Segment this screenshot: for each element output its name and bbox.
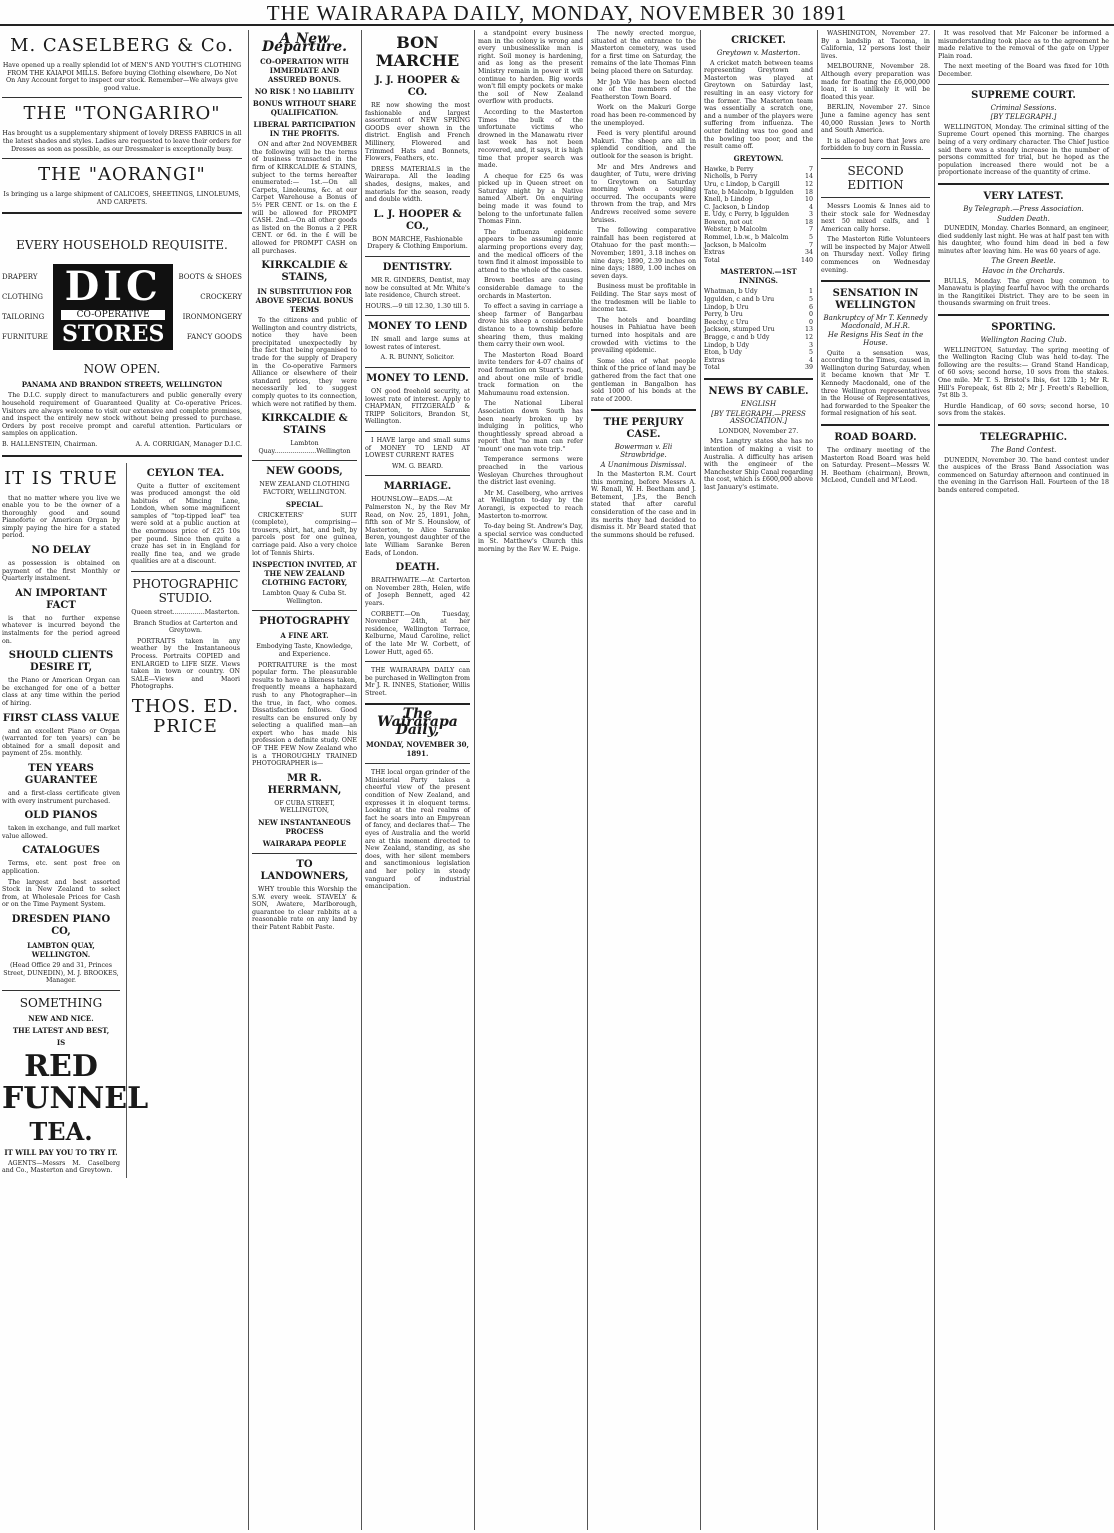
c5-p4: Feed is very plentiful around Makuri. The sheep are all in splendid condition, and the outlook for the season is bright. xyxy=(591,130,696,160)
aorangi-body: Is bringing us a large shipment of CALICOES, SHEETINGS, LINOLEUMS, AND CARPETS. xyxy=(3,191,241,206)
herrmann: MR R. HERRMANN, xyxy=(267,772,342,796)
english: ENGLISH xyxy=(740,399,777,408)
it-is-true: IT IS TRUE xyxy=(4,467,118,489)
runs: 140 xyxy=(800,256,813,264)
photographic-studio: PHOTOGRAPHIC STUDIO. xyxy=(132,577,239,606)
bon-marche: BON MARCHE xyxy=(375,33,460,70)
death: DEATH. xyxy=(395,562,440,574)
press: By Telegraph.—Press Association. xyxy=(963,204,1084,213)
criminal-sessions: Criminal Sessions. xyxy=(990,103,1057,112)
telegraphic: TELEGRAPHIC. xyxy=(979,431,1068,443)
dic-address: PANAMA AND BRANDON STREETS, WELLINGTON xyxy=(21,380,223,390)
instant-process: NEW INSTANTANEOUS PROCESS xyxy=(258,818,351,837)
death-body: BRAITHWAITE.—At Carterton on November 28th, Helen, wife of Joseph Bennett, aged 42 years. xyxy=(365,577,470,607)
supreme-body: WELLINGTON, Monday. The criminal sitting of the Supreme Court opened this morning. The charges being of a very ordinary character. The Chief Justice said there was a steady increase in the number of persons committed for trial, but he hoped as the population increased there would not be a proportionate increase of the quantity of crime. xyxy=(938,123,1109,177)
runs: 5 xyxy=(808,349,813,357)
by-telegraph: [BY TELEGRAPH.] xyxy=(990,113,1057,122)
runs: 0 xyxy=(808,311,813,319)
latest-best: THE LATEST AND BEST, xyxy=(12,1025,110,1035)
important-body: is that no further expense whatever is incurred beyond the instalments for the period agreed on. xyxy=(2,614,120,645)
masterton-scores xyxy=(704,288,813,372)
bowerman: Bowerman v. Eli Strawbridge. xyxy=(614,443,673,459)
score-row xyxy=(704,288,813,296)
racing-body: WELLINGTON, Saturday. The spring meeting of the Wellington Racing Club was held to-day. The following are the results:— Grand Stand Handicap, of 60 sovs; second horse, 10 sovs from the stakes. One mile. Mr T. S. Bristol's Ibis, 6st 12lb 1; Mr R. Hill's Forepeak, 6st 8lb 2; Mr J. Freeth's Rebellion, 7st 8lb 3. xyxy=(938,346,1109,400)
news-by-cable: NEWS BY CABLE. xyxy=(708,385,809,397)
c5-p5: Mr and Mrs Andrews and daughter, of Tutu, were driving to Greytown on Saturday morning when a coupling occurred. The occupants were thrown from the trap, and Mrs Andrews received some severe bruises. xyxy=(591,163,696,224)
c4-p9: Temperance sermons were preached in the various Wesleyan Churches throughout the district last evening. xyxy=(478,456,583,487)
agents: AGENTS—Messrs M. Caselberg and Co., Masterton and Greytown. xyxy=(2,1159,120,1175)
beard: WM. G. BEARD. xyxy=(391,462,444,470)
sudden-body: DUNEDIN, Monday. Charles Bonnard, an engineer, died suddenly last night. He was at half past ten with his daughter, who found him dead in bed a few minutes after leaving him. He was 60 years of age. xyxy=(938,225,1109,255)
bunny: A. R. BUNNY, Solicitor. xyxy=(380,354,455,362)
something: SOMETHING xyxy=(19,995,103,1010)
no-risk: NO RISK ! NO LIABILITY xyxy=(254,87,355,97)
cable-body: Mrs Langtry states she has no intention of making a visit to Australia. A difficulty has arisen with the engineer of the Manchester Ship Canal regarding the cost, which is £600,000 above last January's estimate. xyxy=(704,438,813,491)
dresden-piano: DRESDEN PIANO CO, xyxy=(11,913,111,937)
batsman: Tate, b Malcolm, b Iggulden xyxy=(704,188,794,196)
nz-clothing: NEW ZEALAND CLOTHING FACTORY, WELLINGTON. xyxy=(259,481,350,496)
batsman: Total xyxy=(704,256,720,264)
c7-p5: Messrs Loomis & Innes aid to their stock sale for Wednesday next 50 mixed calfs, and 1 American cally horse. xyxy=(821,202,930,233)
thos-price: THOS. ED. PRICE xyxy=(131,695,240,737)
to-landowners: TO LANDOWNERS, xyxy=(260,859,349,883)
first-class-body: and an excellent Piano or Organ (warranted for ten years) can be obtained for a small deposit and payment of 25s. monthly. xyxy=(2,727,120,758)
daily-note: THE WAIRARAPA DAILY can be purchased in Wellington from Mr J. R. INNES, Stationer, Willis Street. xyxy=(365,667,470,697)
c4-p7: The Masterton Road Board invite tenders for 4-07 chains of road formation on Stuart's road, and about one mile of bridle track formation on the Mahumaunu road extension. xyxy=(478,351,583,397)
portraits: PORTRAITS taken in any weather by the Instantaneous Process. Portraits COPIED and ENLARGED to LIFE SIZE. Views taken in town or country. ON SALE—Views and Maori Photographs. xyxy=(131,637,240,691)
leader: THE local organ grinder of the Ministerial Party takes a cheerful view of the present condition of New Zealand, and expresses it in eloquent terms. Looking at the real realms of fact he soars into an Empyrean of fancy, and declares that— The eyes of Australia and the world are at this moment directed to New Zealand, standing, as she does, with her silent members and sanctimonious legislation and her policy in steady vanguard of industrial emancipation. xyxy=(365,769,470,891)
column-2 xyxy=(248,30,360,1530)
batsman: Jackson, stumped Uru xyxy=(704,326,775,334)
photo-body: PORTRAITURE is the most popular form. The pleasurable results to have a likeness taken, frequently means a haphazard rush to any Photographer—in the true, in fact, who comes. Dissatisfaction follows. Good results can be ensured only by selecting a qualified man—an expert who has made his profession a definite study. ONE OF THE FEW Now Zealand who is a THOROUGHLY TRAINED PHOTOGRAPHER is— xyxy=(252,661,357,768)
cricket-sub: Greytown v. Masterton. xyxy=(716,49,801,57)
score-row xyxy=(704,342,813,350)
runs: 7 xyxy=(808,241,813,249)
batsman: Total xyxy=(704,364,720,372)
column-advertisements-left xyxy=(2,30,246,1530)
paper-title: The Wairarapa Daily, xyxy=(377,706,458,738)
is-word: IS xyxy=(56,1037,66,1047)
dic-left-list: DRAPERY CLOTHING TAILORING FURNITURE xyxy=(2,273,48,342)
runs: 1 xyxy=(808,288,813,296)
kirkcaldie-stains: KIRKCALDIE & STAINS, xyxy=(261,260,348,284)
score-row xyxy=(704,211,813,219)
c7-p1: WASHINGTON, November 27. By a landslip at Tacoma, in California, 12 persons lost their lives. xyxy=(821,30,930,60)
money-body: IN small and large sums at lowest rates of interest. xyxy=(365,336,470,351)
c5-p3: Work on the Makuri Gorge road has been re-commenced by the unemployed. xyxy=(591,104,696,127)
runs: 5 xyxy=(808,296,813,304)
c5-p8: The hotels and boarding houses in Pahiatua have been turned into hospitals and are crowded with victims to the prevailing epidemic. xyxy=(591,316,696,355)
runs: 12 xyxy=(804,334,813,341)
band-contest: The Band Contest. xyxy=(990,445,1057,454)
dic-advert xyxy=(2,256,242,358)
photo-branch: Branch Studios at Carterton and Greytown. xyxy=(133,619,238,635)
batsman: Nicholls, b Perry xyxy=(704,173,758,181)
special-bonus: IN SUBSTITUTION FOR ABOVE SPECIAL BONUS TERMS xyxy=(255,287,354,315)
now-open: NOW OPEN. xyxy=(83,362,161,377)
score-row xyxy=(704,226,813,234)
c4-p3: A cheque for £25 6s was picked up in Queen street on Saturday night by a Native named Albert. On enquiring being made it was found to belong to the unfortunate fallen Thomas Finn. xyxy=(478,172,583,226)
london: LONDON, November 27. xyxy=(718,427,799,435)
dic-signatures: B. HALLENSTEIN, Chairman. A. A. CORRIGAN, Manager D.I.C. xyxy=(2,440,242,448)
batsman: C. Jackson, b Lindop xyxy=(704,203,770,211)
should-clients: SHOULD CLIENTS DESIRE IT, xyxy=(8,650,114,674)
new-nice: NEW AND NICE. xyxy=(28,1013,94,1023)
ten-years-body: and a first-class certificate given with every instrument purchased. xyxy=(2,789,120,805)
masthead: THE WAIRARAPA DAILY, MONDAY, NOVEMBER 30 1891 xyxy=(0,0,1114,26)
old-pianos-body: taken in exchange, and full market value allowed. xyxy=(2,825,120,840)
paper-date: MONDAY, NOVEMBER 30, 1891. xyxy=(366,740,469,759)
runs: 18 xyxy=(804,188,813,196)
dismissed: A Unanimous Dismissal. xyxy=(600,460,687,469)
cricket: CRICKET. xyxy=(731,35,786,46)
c4-p4: The influenza epidemic appears to be assuming more alarming proportions every day, and the medical officers of the town find it almost impossible to attend to the whole of the cases. xyxy=(478,228,583,274)
marriage: MARRIAGE. xyxy=(383,481,452,493)
c5-p2: Mr Job Vile has been elected one of the members of the Featherston Town Board. xyxy=(591,78,696,101)
batsman: Bragge, c and b Udy xyxy=(704,334,770,341)
perjury-case: THE PERJURY CASE. xyxy=(603,417,684,441)
hooper-sig2: BON MARCHE, Fashionable Drapery & Clothing Emporium. xyxy=(367,235,468,251)
dresden-head-office: (Head Office 29 and 31, Princes Street, DUNEDIN), M. J. BROOKES, Manager. xyxy=(3,961,119,985)
runs: 13 xyxy=(804,326,813,334)
runs: 6 xyxy=(808,303,813,311)
score-row xyxy=(704,364,813,372)
runs: 7 xyxy=(808,226,813,234)
caselberg-title: M. CASELBERG & Co. xyxy=(10,35,234,56)
first-class: FIRST CLASS VALUE xyxy=(2,712,120,724)
runs: 0 xyxy=(808,318,813,326)
requisite-heading: EVERY HOUSEHOLD REQUISITE. xyxy=(16,238,228,253)
c7-p2: MELBOURNE, November 28. Although every preparation was made for floating the £6,000,000 loan, it is unlikely it will be floated this year. xyxy=(821,63,930,101)
c5-p1: The newly erected morgue, situated at the entrance to the Masterton cemetery, was used for a first time on Saturday, the remains of the late Thomas Finn being placed there on Saturday. xyxy=(591,30,696,75)
new-departure: A New Departure. xyxy=(261,31,348,55)
c7-p4: It is alleged here that Jews are forbidden to buy corn in Russia. xyxy=(821,137,930,153)
score-row xyxy=(704,181,813,189)
largest-stock: The largest and best assorted Stock in New Zealand to select from, at Wholesale Prices for Cash or on the Time Payment System. xyxy=(2,878,120,909)
dic-right-list: BOOTS & SHOES CROCKERY IRONMONGERY FANCY GOODS xyxy=(178,273,242,342)
true-body: that no matter where you live we enable you to be the owner of a thoroughly good and sound Pianoforte or American Organ by simply paying the hire for a stated period. xyxy=(2,494,120,540)
caselberg-body: Have opened up a really splendid lot of MEN'S AND YOUTH'S CLOTHING FROM THE KAIAPOI MILLS. Before buying Clothing elsewhere, Do Not On Any Account forget to inspect our stock. Remember—We always give good value. xyxy=(2,62,242,92)
batsman: E. Udy, c Perry, b Iggulden xyxy=(704,211,790,219)
cricketers-suit: CRICKETERS' SUIT (complete), comprising—trousers, shirt, hat, and belt, by parcels post for one guinea, carriage paid. Also a very choice lot of Tennis Shirts. xyxy=(252,511,357,557)
c7-p6: The Masterton Rifle Volunteers will be inspected by Major Atwell on Thursday next. Volley firing commences on Wednesday evening. xyxy=(821,236,930,274)
havoc-body: BULLS, Monday. The green bug common to Manawatu is playing fearful havoc with the orchards in the Rangitikei District. They are to be seen in thousands swarming on fruit trees. xyxy=(938,277,1109,308)
money-body-2: ON good freehold security, at lowest rate of interest. Apply to CHAPMAN, FITZGERALD & TRIPP Solicitors, Brandon St, Wellington. xyxy=(365,388,470,426)
c4-p10: Mr M. Caselberg, who arrives at Wellington to-day by the Aorangi, is expected to reach Masterton to-morrow. xyxy=(478,489,583,520)
runs: 39 xyxy=(804,364,813,372)
score-row xyxy=(704,257,813,265)
telegraph: [BY TELEGRAPH.—PRESS ASSOCIATION.] xyxy=(711,409,806,426)
havoc: Havoc in the Orchards. xyxy=(982,267,1065,276)
column-7 xyxy=(817,30,933,1530)
no-delay: NO DELAY xyxy=(31,545,91,557)
batsman: Eton, b Udy xyxy=(704,349,742,357)
c7-p3: BERLIN, November 27. Since June a famine agency has sent 40,000 Russian Jews to North and South America. xyxy=(821,104,930,135)
c5-p7: Business must be profitable in Feilding. The Star says most of the tradesmen will be liable to income tax. xyxy=(591,283,696,314)
c8-p2: The next meeting of the Board was fixed for 10th December. xyxy=(938,63,1109,78)
hooper-sig: L. J. HOOPER & CO., xyxy=(373,208,462,232)
dress-materials: DRESS MATERIALS in the Wairarapa. All the leading shades, designs, makes, and materials for the season, ready and double width. xyxy=(365,165,470,204)
tea: TEA. xyxy=(29,1116,93,1146)
batsman: Jackson, b Malcolm xyxy=(704,241,767,249)
wairarapa-people: WAIRARAPA PEOPLE xyxy=(262,839,347,849)
cricket-body: A cricket match between teams representing Greytown and Masterton was played at Greytown on Saturday last, resulting in an easy victory for the former. The Masterton team was essentially a scratch one, and a number of the players were suffering from influenza. The outer fielding was too good and the bowling too poor, and the result came off. xyxy=(704,59,813,151)
red-funnel: RED FUNNEL xyxy=(2,1048,149,1116)
masterton-head: MASTERTON.—1ST INNINGS. xyxy=(720,267,797,286)
supreme-court: SUPREME COURT. xyxy=(971,89,1076,101)
hours: HOURS.—9 till 12.30, 1.30 till 5. xyxy=(365,302,470,310)
batsman: Uru, c Lindop, b Cargill xyxy=(704,180,780,188)
herrmann-address: OF CUBA STREET, WELLINGTON, xyxy=(274,799,335,815)
catalogues: CATALOGUES xyxy=(22,845,100,857)
sudden-death: Sudden Death. xyxy=(997,214,1050,223)
score-row xyxy=(704,196,813,204)
runs: 18 xyxy=(804,218,813,226)
money-to-lend: MONEY TO LEND xyxy=(367,321,468,333)
bonus-without: BONUS WITHOUT SHARE QUALIFICATION. xyxy=(252,99,357,118)
score-row xyxy=(704,173,813,181)
score-row xyxy=(704,319,813,327)
score-row xyxy=(704,349,813,357)
no-delay-body: as possession is obtained on payment of the first Monthly or Quarterly instalment. xyxy=(2,560,120,583)
ceylon-body: Quite a flutter of excitement was produced amongst the old habitués of Mincing Lane, London, when some magnificent samples of "top-tipped leaf" tea were sold at a public auction at the enormous price of £25 10s per pound. Since then quite a craze has set in in England for really fine tea, and we grade qualities are at a discount. xyxy=(131,482,240,566)
fine-art: A FINE ART. xyxy=(280,631,329,641)
batsman: Iggulden, c and b Uru xyxy=(704,296,775,304)
photo-sub: Embodying Taste, Knowledge, and Experience. xyxy=(256,643,353,658)
batsman: Extras xyxy=(704,249,725,257)
kirkcaldie-stains-2: KIRKCALDIE & STAINS xyxy=(261,413,348,437)
runs: 34 xyxy=(804,249,813,257)
important-fact: AN IMPORTANT FACT xyxy=(15,587,107,611)
money-to-lend-3: I HAVE large and small sums of MONEY TO LEND AT LOWEST CURRENT RATES xyxy=(365,437,470,460)
column-4 xyxy=(474,30,586,1530)
score-row xyxy=(704,249,813,257)
column-8 xyxy=(934,30,1112,1530)
runs: 7 xyxy=(808,165,813,173)
dentist-body: MR R. GINDERS, Dentist, may now be consulted at Mr. White's late residence, Church street. xyxy=(365,276,470,300)
landowners-body: WHY trouble this Worship the S.W. every week. STAVELY & SON, Awatere, Marlborough, guarantee to clear rabbits at a reasonable rate on any land by their Patent Rabbit Paste. xyxy=(252,886,357,931)
score-row xyxy=(704,326,813,334)
nzcf-address: Lambton Quay & Cuba St. Wellington. xyxy=(262,590,347,605)
runs: 12 xyxy=(804,180,813,188)
resigns: He Resigns His Seat in the House. xyxy=(827,331,924,348)
score-row xyxy=(704,357,813,365)
batsman: Rommel, l.b.w., b Malcolm xyxy=(704,234,789,242)
c5-p9: Some idea of what people think of the price of land may be gathered from the fact that one gentleman in Bangalbon has sold 1000 of his bonds at the rate of 2000. xyxy=(591,357,696,403)
batsman: Extras xyxy=(704,356,725,364)
score-row xyxy=(704,334,813,342)
score-row xyxy=(704,166,813,174)
batsman: Lindop, b Udy xyxy=(704,341,750,349)
special-body: To the citizens and public of Wellington and country districts, notice they have been precipitated unexpectedly by the fact that being organised to trade for the supply of Drapery in the Co-operative Farmers Alliance or elsewhere of their standard prices, they were necessarily led to suggest comply quotes to its connection, which were not ratified by them. xyxy=(252,317,357,408)
column-3 xyxy=(361,30,473,1530)
photo-location: Queen street................Masterton. xyxy=(131,609,240,617)
dic-body: The D.I.C. supply direct to manufacturers and public generally every household requirement of Guaranteed Quality at Co-operative Prices. Visitors are always welcome to visit our extensive and complete premises, and inspect the entirely new stock without being pressed to purchase. Orders by post receive prompt and careful attention. Particulars or samples on application. xyxy=(2,392,242,438)
very-latest: VERY LATEST. xyxy=(983,190,1064,202)
score-row xyxy=(704,296,813,304)
c8-p1: It was resolved that Mr Falconer be informed a misunderstanding took place as to the agreement he made relative to the removal of the gate on Upper Plain road. xyxy=(938,30,1109,60)
second-edition: SECOND EDITION xyxy=(847,163,904,192)
tongariro-body: Has brought us a supplementary shipment of lovely DRESS FABRICS in all the latest shades and styles. Ladies are requested to leave their orders for Dresses as soon as possible, as our Dressmaker is exceptionally busy. xyxy=(2,130,242,153)
dresden-address: LAMBTON QUAY, WELLINGTON. xyxy=(27,940,95,959)
new-goods: NEW GOODS, xyxy=(266,466,343,478)
runs: 14 xyxy=(804,173,813,181)
departure-sub: CO-OPERATION WITH IMMEDIATE AND ASSURED BONUS. xyxy=(260,57,349,85)
hooper-body: RE now showing the most fashionable and largest assortment of NEW SPRING GOODS ever shown in the district. English and French Millinery, Flowered and Trimmed Hats and Bonnets, Flowers, Feathers, etc. xyxy=(365,102,470,163)
runs: 4 xyxy=(808,203,813,211)
score-row xyxy=(704,304,813,312)
column-6 xyxy=(700,30,816,1530)
runs: 3 xyxy=(808,341,813,349)
dic-logo: DIC CO-OPERATIVE STORES xyxy=(53,264,173,350)
dentistry: DENTISTRY. xyxy=(382,261,453,273)
c4-p5: Brown beetles are causing considerable damage to the orchards in Masterton. xyxy=(478,277,583,300)
road-body: The ordinary meeting of the Masterton Road Board was held on Saturday. Present—Messrs W. H. Beetham (chairman), Brown, McLeod, Cundell and M'Leod. xyxy=(821,446,930,485)
lambton: Lambton Quay.....................Wellington xyxy=(258,440,351,455)
aorangi-title: THE "AORANGI" xyxy=(38,164,206,186)
bankruptcy: Bankruptcy of Mr T. Kennedy Macdonald, M.H.R. xyxy=(823,314,928,330)
catalogues-body: Terms, etc. sent post free on application. xyxy=(2,860,120,875)
c4-p1: a standpoint every business man in the colony is wrong and every unbusinesslike man is right. Soil money is hardening, and as long as the present Ministry remain in power it will continue to harden. Big words won't fill empty pockets or make the soil of New Zealand overflow with products. xyxy=(478,30,583,106)
money-to-lend-2: MONEY TO LEND. xyxy=(366,373,469,385)
batsman: Perry, b Uru xyxy=(704,311,743,319)
hurdle: Hurdle Handicap, of 60 sovs; second horse, 10 sovs from the stakes. xyxy=(938,402,1109,418)
inspection: INSPECTION INVITED, AT THE NEW ZEALAND CLOTHING FACTORY, xyxy=(252,560,357,588)
runs: 5 xyxy=(808,234,813,242)
sporting: SPORTING. xyxy=(991,322,1056,334)
c4-p11: To-day being St. Andrew's Day, a special service was conducted in St. Matthew's Church this morning by the Rev W. E. Paige. xyxy=(478,523,583,553)
c4-p8: The National Liberal Association down South has been nearly broken up by indulging in politics, who thoughtlessly spread abroad a report that "no man can refer 'mount' one man vote trip." xyxy=(478,400,583,453)
score-row xyxy=(704,189,813,197)
old-pianos: OLD PIANOS xyxy=(24,810,98,822)
score-row xyxy=(704,234,813,242)
it-will-pay: IT WILL PAY YOU TO TRY IT. xyxy=(4,1147,118,1157)
liberal: LIBERAL PARTICIPATION IN THE PROFITS. xyxy=(253,120,356,139)
batsman: Webster, b Malcolm xyxy=(704,226,768,234)
greytown-scores xyxy=(704,166,813,265)
sensation-body: Quite a sensation was, according to the Times, caused in Wellington during Saturday, when it became known that Mr T. Kennedy Macdonald, one of the three Wellington representatives in the House of Representatives, had forwarded to the Speaker the formal resignation of his seat. xyxy=(821,349,930,418)
death-body-2: CORBETT.—On Tuesday, November 24th, at her residence, Wellington Terrace, Kelburne, Maud Caroline, relict of the late Mr W. Corbett, of Lower Hutt, aged 65. xyxy=(365,610,470,656)
tongariro-title: THE "TONGARIRO" xyxy=(23,103,221,125)
batsman: Hawke, b Perry xyxy=(704,165,754,173)
should-body: the Piano or American Organ can be exchanged for one of a better class at any time within the period of hiring. xyxy=(2,677,120,707)
sensation: SENSATION IN WELLINGTON xyxy=(832,288,919,312)
special: SPECIAL. xyxy=(285,499,324,509)
c4-p2: According to the Masterton Times the bulk of the unfortunate victims who drowned in the Manawatu river last week has not been recovered, and, it says, it is high time that proper search was made. xyxy=(478,108,583,170)
marriage-body: HOUNSLOW—EADS.—At Palmerston N., by the Rev Mr Read, on Nov. 25, 1891, John, fifth son of Mr S. Hounslow, of Masterton, to Alice Saranke Beren, youngest daughter of the late William Saranke Beren Eads, of London. xyxy=(365,496,470,557)
column-5 xyxy=(587,30,699,1530)
batsman: Knell, b Lindop xyxy=(704,196,753,204)
score-row xyxy=(704,311,813,319)
green-beetle: The Green Beetle. xyxy=(991,257,1056,266)
road-board: ROAD BOARD. xyxy=(834,431,917,443)
batsman: Whatman, b Udy xyxy=(704,288,758,296)
runs: 4 xyxy=(808,356,813,364)
c5-p6: The following comparative rainfall has been registered at Otahuao for the past month:—November, 1891, 3.18 inches on nine days; 1890, 2.39 inches on nine days; 1889, 1.00 inches on seven days. xyxy=(591,227,696,280)
hooper: J. J. HOOPER & CO. xyxy=(375,75,460,98)
runs: 3 xyxy=(808,211,813,219)
batsman: Lindop, b Uru xyxy=(704,303,749,311)
ceylon-tea: CEYLON TEA. xyxy=(146,467,225,479)
batsman: Bowen, not out xyxy=(704,218,753,226)
ten-years: TEN YEARS GUARANTEE xyxy=(24,762,98,786)
score-row xyxy=(704,219,813,227)
batsman: Beechy, c Uru xyxy=(704,318,749,326)
greytown-head: GREYTOWN. xyxy=(733,153,784,163)
runs: 10 xyxy=(804,196,813,204)
perjury-body: In the Masterton R.M. Court this morning, before Messrs A. W. Renall, W. H. Beetham and J. Betement, J.P.s, the Bench stated that after careful consideration of the case and in its merits they had decided to dismiss it. Mr Beard stated that the summons should be refused. xyxy=(591,471,696,539)
departure-body: ON and after 2nd NOVEMBER the following will be the terms of business transacted in the firm of KIRKCALDIE & STAINS, subject to the terms hereafter enumerated:— 1st.—On all Carpets, Linoleums, &c. at our Carpet Warehouse a Bonus of 5½ PER CENT. or 1s. on the £ will be allowed for PROMPT CASH. 2nd.—On all other goods as listed on the Bonus a 2 PER CENT. or 6d. in the £ will be allowed for PROMPT CASH on all purchases. xyxy=(252,141,357,255)
score-row xyxy=(704,242,813,250)
score-row xyxy=(704,204,813,212)
photography: PHOTOGRAPHY xyxy=(259,616,350,628)
racing-club: Wellington Racing Club. xyxy=(980,336,1067,345)
band-body: DUNEDIN, November 30. The band contest under the auspices of the Brass Band Association was commenced on Saturday afternoon and continued in the evening in the Garrison Hall. Fourteen of the 18 bands entered competed. xyxy=(938,456,1109,494)
c4-p6: To effect a saving in carriage a sheep farmer of Bangarbau drove his sheep a considerable distance to a township before shearing them, thus making them carry their own wool. xyxy=(478,303,583,349)
